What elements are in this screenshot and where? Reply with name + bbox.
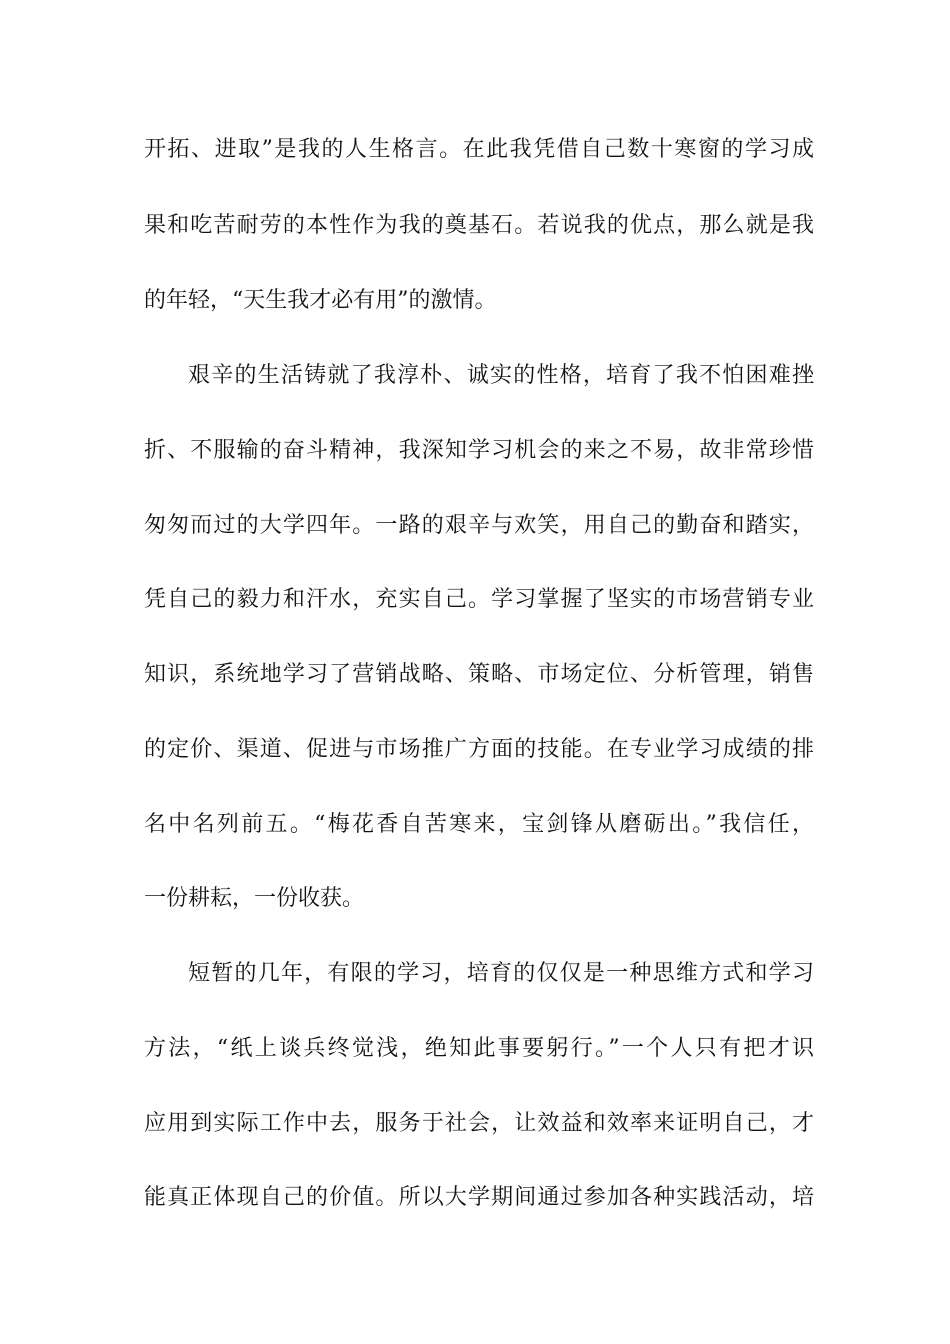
text-line-15: 能真正体现自己的价值。所以大学期间通过参加各种实践活动，培 [144,1185,814,1210]
text-line-4: 艰辛的生活铸就了我淳朴、诚实的性格，培育了我不怕困难挫 [188,363,814,388]
text-line-7: 凭自己的毅力和汗水，充实自己。学习掌握了坚实的市场营销专业 [144,587,814,612]
text-line-6: 匆匆而过的大学四年。一路的艰辛与欢笑，用自己的勤奋和踏实， [144,513,814,538]
text-line-11: 一份耕耘，一份收获。 [144,886,365,911]
text-line-12: 短暂的几年，有限的学习，培育的仅仅是一种思维方式和学习 [188,961,814,986]
text-line-1: 开拓、进取”是我的人生格言。在此我凭借自己数十寒窗的学习成 [144,137,814,162]
text-line-2: 果和吃苦耐劳的本性作为我的奠基石。若说我的优点，那么就是我 [144,213,814,238]
text-line-10: 名中名列前五。“梅花香自苦寒来，宝剑锋从磨砺出。”我信任， [144,812,814,837]
text-line-14: 应用到实际工作中去，服务于社会，让效益和效率来证明自己，才 [144,1111,814,1136]
text-line-3: 的年轻，“天生我才必有用”的激情。 [144,288,497,313]
text-line-9: 的定价、渠道、促进与市场推广方面的技能。在专业学习成绩的排 [144,737,814,762]
text-line-8: 知识，系统地学习了营销战略、策略、市场定位、分析管理，销售 [144,662,814,687]
text-line-13: 方法，“纸上谈兵终觉浅，绝知此事要躬行。”一个人只有把才识 [144,1036,814,1061]
text-line-5: 折、不服输的奋斗精神，我深知学习机会的来之不易，故非常珍惜 [144,438,814,463]
